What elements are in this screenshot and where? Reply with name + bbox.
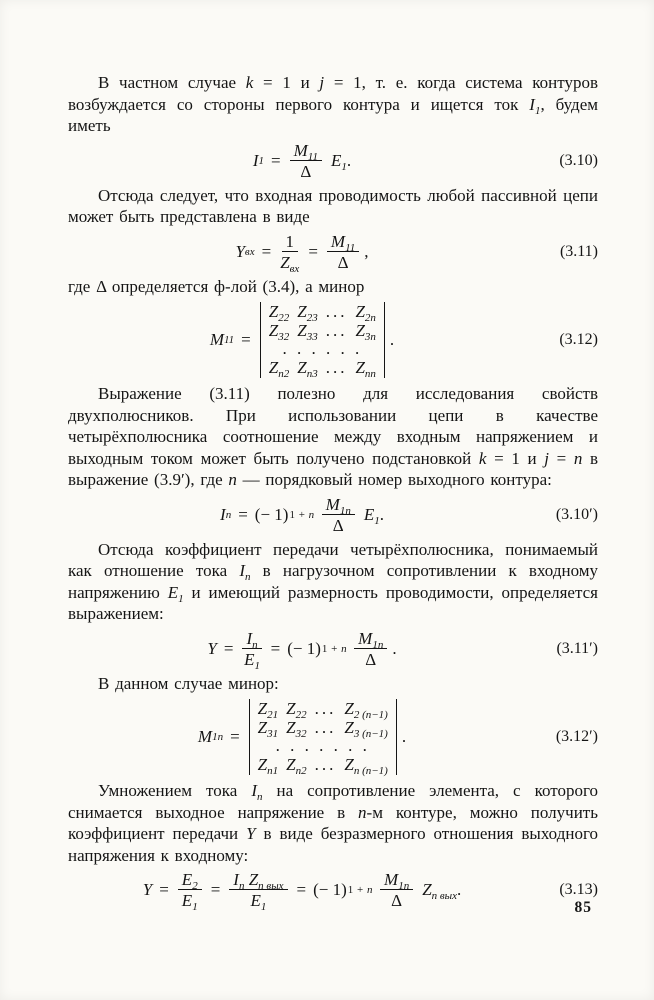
math-sub: вх (289, 262, 300, 275)
text-run: Отсюда следует, что входная проводимость любой пассивной цепи может быть представлена в виде (68, 185, 598, 226)
math-sub: 22 (295, 709, 307, 721)
math-sub: 32 (295, 727, 307, 740)
paragraph-multiplying (68, 780, 598, 866)
math-sub: n2 (295, 764, 307, 777)
equation-3-10: I 1 = $\frac{M_{11}}{\Delta}$ $E_1$. (3.10) (252, 140, 598, 181)
math-sub: n1 (267, 764, 279, 777)
math-sub: 22 (278, 312, 290, 324)
paragraph-intro (68, 72, 598, 137)
equals-sign: = (238, 504, 248, 524)
fraction (354, 630, 387, 668)
math-var: Z (297, 357, 307, 377)
math-var: I (246, 628, 253, 648)
ellipsis-dots: ... (314, 699, 337, 718)
equation-3-13 (68, 870, 598, 913)
paragraph-admittance (68, 185, 598, 228)
text-run: = 1 и (486, 448, 545, 468)
text-run: Отсюда коэффициент передачи четырёхполюсника, понимаемый как отношение тока (68, 539, 598, 580)
text-run: = (548, 448, 574, 468)
math-var: j (319, 73, 325, 92)
matrix-cell (344, 756, 387, 775)
punctuation: . (392, 638, 397, 658)
math-sub: n2 (278, 367, 290, 380)
punctuation: . (401, 727, 407, 746)
matrix-row-dots (258, 737, 388, 756)
math-var: n (358, 802, 367, 822)
text-run: в виде безразмерного отношения выходного напряжения к входному: (68, 824, 598, 865)
matrix-cell (269, 359, 289, 378)
fraction (229, 870, 287, 913)
math-var: Z (248, 870, 259, 889)
frac-numerator (327, 233, 359, 252)
math-var: E (330, 150, 342, 170)
equals-sign: = (223, 638, 234, 658)
equals-sign: = (241, 330, 251, 349)
punctuation: , (364, 241, 369, 261)
math-var: Z (257, 717, 268, 737)
matrix-cell (258, 756, 278, 775)
text-run: и имеющий размерность проводимости, определяется выражением: (68, 582, 598, 623)
text-run: Выражение (3.11) полезно для исследования свойств двухполюсников. При использовании цепи в качестве четырёхполюсника соотношение между входным напряжением и выходным током может быть получено подстановкой (68, 384, 598, 468)
math-var: Z (355, 320, 365, 340)
math-var: Y (246, 824, 256, 843)
equals-sign: = (159, 880, 169, 899)
math-var: I (239, 561, 245, 580)
math-var: E (363, 504, 375, 524)
frac-denominator (280, 252, 300, 275)
math-var: Z (355, 302, 365, 321)
equation-3-11: Y вх = $\frac{1}{Z_{вх}}$ = $\frac{M_{11}}{\Delta}$ , (3.11) (235, 231, 598, 275)
math-var: k (478, 448, 487, 468)
matrix-row (258, 756, 388, 775)
frac-denominator: Δ (332, 515, 344, 535)
sup-text: 1 + (289, 508, 309, 521)
text-run: , будем иметь (68, 94, 598, 135)
math-sub: 21 (267, 709, 279, 721)
text-run: -м контуре, можно получить коэффициент передачи (68, 802, 598, 843)
equals-sign: = (270, 638, 281, 658)
equals-sign: = (308, 241, 318, 261)
matrix-cell (344, 719, 387, 738)
fraction (178, 870, 202, 913)
sup-text: 1 + (321, 642, 342, 655)
math-var: n (573, 448, 583, 468)
matrix-cell (355, 359, 375, 378)
math-var: Z (344, 754, 354, 774)
math-var: I (233, 870, 239, 889)
math-var: Z (344, 699, 354, 718)
math-var: n (367, 884, 374, 896)
math-var: I (251, 781, 257, 800)
equals-sign: = (230, 727, 240, 746)
math-sub: 3 (n−1) (353, 727, 388, 740)
ellipsis-dots: ... (325, 320, 348, 340)
math-var: Y (142, 880, 153, 899)
frac-denominator: Δ (337, 252, 349, 272)
text-run: в выражение (3.9′), где (68, 448, 599, 489)
math-sub: 1 (341, 160, 347, 173)
math-var: Z (268, 357, 279, 377)
math-sub: 2 (192, 880, 198, 892)
math-var: Z (297, 320, 307, 340)
math-var: M (197, 727, 213, 746)
math-var: I (220, 504, 226, 524)
equation-number: (3.12) (559, 331, 598, 348)
math-var: k (245, 73, 254, 92)
math-var: E (181, 870, 193, 889)
punctuation: . (389, 330, 395, 349)
frac-numerator (229, 871, 287, 890)
equation-number: (3.11′) (556, 639, 598, 657)
math-var: M (293, 140, 308, 160)
math-var: Z (344, 717, 354, 737)
ellipsis-dots: . . . . . . . (275, 736, 370, 755)
math-var: Z (297, 302, 307, 321)
math-var: Z (257, 754, 268, 774)
math-sub: n (256, 791, 263, 803)
frac-numerator (322, 496, 355, 515)
math-sub: 1 (534, 104, 541, 117)
matrix-cell (344, 700, 387, 719)
matrix-cell (297, 303, 317, 322)
punctuation: . (346, 150, 352, 170)
paragraph-in-this-case (68, 673, 598, 695)
page-number: 85 (574, 899, 592, 916)
math-var: Y (235, 241, 245, 261)
matrix-cell (286, 700, 306, 719)
math-sub: 23 (306, 312, 318, 324)
matrix-cell (297, 359, 317, 378)
math-sub: 2n (364, 312, 376, 324)
fraction (380, 871, 413, 909)
text-run: где Δ определяется ф-лой (3.4), а минор (68, 276, 365, 296)
matrix-row (269, 303, 376, 322)
math-var: Z (268, 320, 279, 340)
equation-3-11-prime (68, 628, 598, 672)
matrix-row (258, 719, 388, 738)
math-sub: n вых (431, 890, 458, 902)
math-var: E (250, 891, 261, 910)
math-sub: n (252, 638, 258, 651)
equation-number: (3.10′) (555, 505, 598, 523)
matrix-cell (286, 756, 306, 775)
equation-3-12: M 11 = $Z_{22}$ $Z_{23}$ ... $Z_{2n}$ $Z_{32}$ $Z_{33}$ ... $Z_{3n}$ . . . . . . $Z_{n2}$ $Z_{n3}$ ... $Z_{nn}$ . (3.12) (209, 302, 598, 380)
equation-3-10-prime: I n = (− 1) 1 + n $\frac{M_{1n}}{\Delta}$ $E_1$. (3.10′) (220, 494, 598, 535)
sign-term: (− 1) (313, 880, 347, 899)
math-sub: 1 (260, 901, 267, 913)
equation-3-12-prime: M 1n = $Z_{21}$ $Z_{22}$ ... $Z_{2 (n-1)}$ $Z_{31}$ $Z_{32}$ ... $Z_{3 (n-1)}$ . . . . . . . $Z_{n1}$ $Z_{n2}$ ... $Z_{n (n-1)}$ . (3.12′) (197, 699, 598, 777)
matrix-row-dots (269, 340, 376, 359)
math-var: M (384, 870, 399, 889)
math-var: j (544, 448, 549, 468)
matrix-cell (258, 700, 278, 719)
fraction (280, 231, 300, 275)
matrix-cell (297, 322, 317, 341)
frac-numerator (242, 630, 261, 649)
fraction (322, 496, 355, 534)
frac-denominator: Δ (365, 649, 377, 669)
math-sub: 1 (374, 514, 380, 527)
math-sub: n вых (258, 880, 284, 892)
matrix-cell (269, 303, 289, 322)
math-var: n (341, 642, 348, 655)
frac-numerator (380, 871, 413, 890)
math-term (364, 505, 384, 525)
math-sub: n3 (306, 367, 318, 380)
ellipsis-dots: . . . . . . (282, 339, 363, 358)
fraction (327, 233, 359, 271)
math-var: I (529, 94, 535, 114)
text-run: = 1, т. е. когда система контуров возбуждается со стороны первого контура и ищется ток (68, 73, 599, 114)
frac-denominator (250, 890, 267, 913)
math-var: Z (257, 699, 268, 718)
math-var: Z (286, 717, 296, 737)
determinant-matrix (260, 302, 385, 378)
frac-numerator (178, 871, 202, 890)
ellipsis-dots: ... (325, 302, 348, 321)
math-sub: 11 (307, 150, 318, 163)
math-sub: 1n (372, 638, 384, 651)
math-var: M (209, 330, 224, 349)
math-sub: 11 (345, 241, 356, 254)
math-var: E (181, 891, 193, 910)
ellipsis-dots: ... (314, 717, 337, 737)
matrix-cell (258, 719, 278, 738)
ellipsis-dots: ... (314, 754, 337, 774)
text-run: = 1 и (253, 73, 320, 92)
determinant-matrix (249, 699, 397, 775)
math-var: E (244, 649, 255, 669)
matrix-row (258, 700, 388, 719)
paragraph-two-terminal (68, 383, 598, 491)
frac-denominator (181, 890, 198, 913)
math-sub: n (238, 880, 245, 892)
frac-numerator (354, 630, 387, 649)
math-sub: nn (364, 367, 376, 380)
frac-numerator (290, 142, 322, 161)
equals-sign: = (261, 241, 272, 261)
ellipsis-dots: ... (325, 357, 348, 377)
matrix-row (269, 322, 376, 341)
matrix-cell (269, 322, 289, 341)
fraction (242, 628, 261, 672)
math-var: Z (355, 357, 365, 377)
math-sub: 1n (398, 880, 410, 892)
equation-number: (3.10) (559, 151, 598, 169)
text-run: В частном случае (98, 73, 246, 92)
math-sub: n (n−1) (353, 764, 388, 777)
matrix-cell (286, 719, 306, 738)
equals-sign: = (210, 880, 221, 899)
paragraph-transfer-coeff (68, 539, 598, 625)
math-var: Z (422, 880, 432, 899)
math-var: M (330, 231, 346, 251)
text-run: на сопротивление элемента, с которого снимается выходное напряжение в (68, 781, 599, 822)
equals-sign: = (296, 880, 307, 899)
frac-denominator (244, 649, 261, 672)
page-content (68, 72, 598, 914)
math-sub: 1 (178, 592, 184, 605)
math-sub: 31 (267, 727, 279, 740)
punctuation: . (379, 504, 384, 524)
math-var: Z (286, 754, 296, 774)
frac-denominator: Δ (300, 161, 312, 181)
equation-number: (3.11) (559, 242, 598, 260)
paragraph-where-minor (68, 276, 598, 298)
text-run: в нагрузочном сопротивлении к входному напряжению (68, 561, 598, 602)
math-var: n (308, 508, 315, 521)
math-var: Y (207, 638, 217, 658)
fraction (290, 142, 322, 180)
equation-number: (3.13) (559, 881, 598, 898)
matrix-cell (355, 303, 375, 322)
text-run: Умножением тока (98, 781, 252, 800)
text-run: — порядковый номер выходного контура: (236, 470, 552, 489)
math-var: M (325, 494, 340, 514)
punctuation: . (457, 880, 462, 899)
math-var: n (228, 470, 237, 489)
sign-term: (− 1) (287, 638, 321, 658)
math-sub: 3n (364, 330, 376, 343)
math-sub: 32 (278, 330, 290, 343)
matrix-row (269, 359, 376, 378)
math-term (331, 151, 351, 171)
sign-term: (− 1) (254, 504, 289, 524)
math-var: I (252, 150, 259, 170)
math-sub: 33 (306, 330, 318, 343)
math-term (422, 880, 461, 900)
math-sub: 1 (254, 659, 261, 672)
equals-sign: = (271, 150, 281, 170)
sup-text: 1 + (347, 884, 368, 896)
math-var: Z (268, 302, 279, 321)
math-sub: 1n (339, 504, 351, 517)
math-var: Z (286, 699, 296, 718)
frac-numerator: 1 (282, 233, 299, 252)
math-sub: 2 (n−1) (353, 709, 388, 721)
equation-number: (3.12′) (555, 728, 598, 745)
text-run: В данном случае минор: (98, 673, 279, 693)
math-sub: n (244, 571, 251, 583)
math-var: Z (280, 252, 290, 272)
frac-denominator: Δ (391, 891, 403, 910)
matrix-cell (355, 322, 375, 341)
math-sub: 1 (192, 901, 198, 913)
math-var: M (358, 628, 373, 648)
math-var: E (167, 582, 179, 602)
